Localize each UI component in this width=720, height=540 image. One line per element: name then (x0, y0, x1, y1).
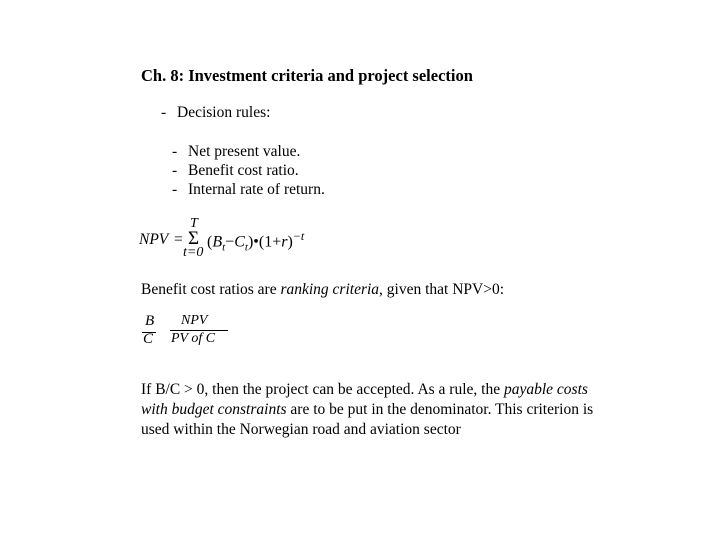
ratio-denominator: PV of C (171, 331, 216, 346)
ranking-sentence: Benefit cost ratios are ranking criteria, given that NPV>0: (141, 281, 505, 298)
list-item-irr: Internal rate of return. (188, 181, 325, 198)
sum-upper-limit: T (190, 216, 198, 231)
dash-bullet: - (172, 181, 178, 198)
dash-bullet: - (172, 162, 178, 179)
ratio-c: C (143, 331, 154, 347)
npv-lhs: NPV (139, 231, 169, 248)
list-item-npv: Net present value. (188, 143, 301, 160)
equals-sign: = (174, 231, 183, 248)
decision-rules-heading (161, 104, 270, 122)
list-item-bcr: Benefit cost ratio. (188, 162, 299, 179)
dash-bullet: - (161, 104, 167, 121)
ratio-b: B (145, 313, 155, 329)
npv-body: $(B_t-C_t)•(1+r)^{-t}$ (207, 229, 305, 254)
paragraph-line-3: used within the Norwegian road and aviation sector (141, 421, 461, 438)
sigma-symbol: Σ (188, 228, 200, 249)
list-item (172, 143, 300, 161)
decision-rules-label: Decision rules: (177, 104, 271, 121)
paragraph-line-1: If B/C > 0, then the project can be accepted. As a rule, the payable costs (141, 381, 588, 398)
ratio-numerator: NPV (181, 313, 208, 328)
list-item (172, 162, 299, 180)
rule-paragraph (141, 380, 593, 440)
dash-bullet: - (172, 143, 178, 160)
list-item (172, 181, 325, 199)
sum-lower-limit: t=0 (183, 245, 204, 260)
paragraph-line-2: with budget constraints are to be put in the denominator. This criterion is (141, 401, 594, 418)
page-title: Ch. 8: Investment criteria and project selection (141, 66, 473, 85)
